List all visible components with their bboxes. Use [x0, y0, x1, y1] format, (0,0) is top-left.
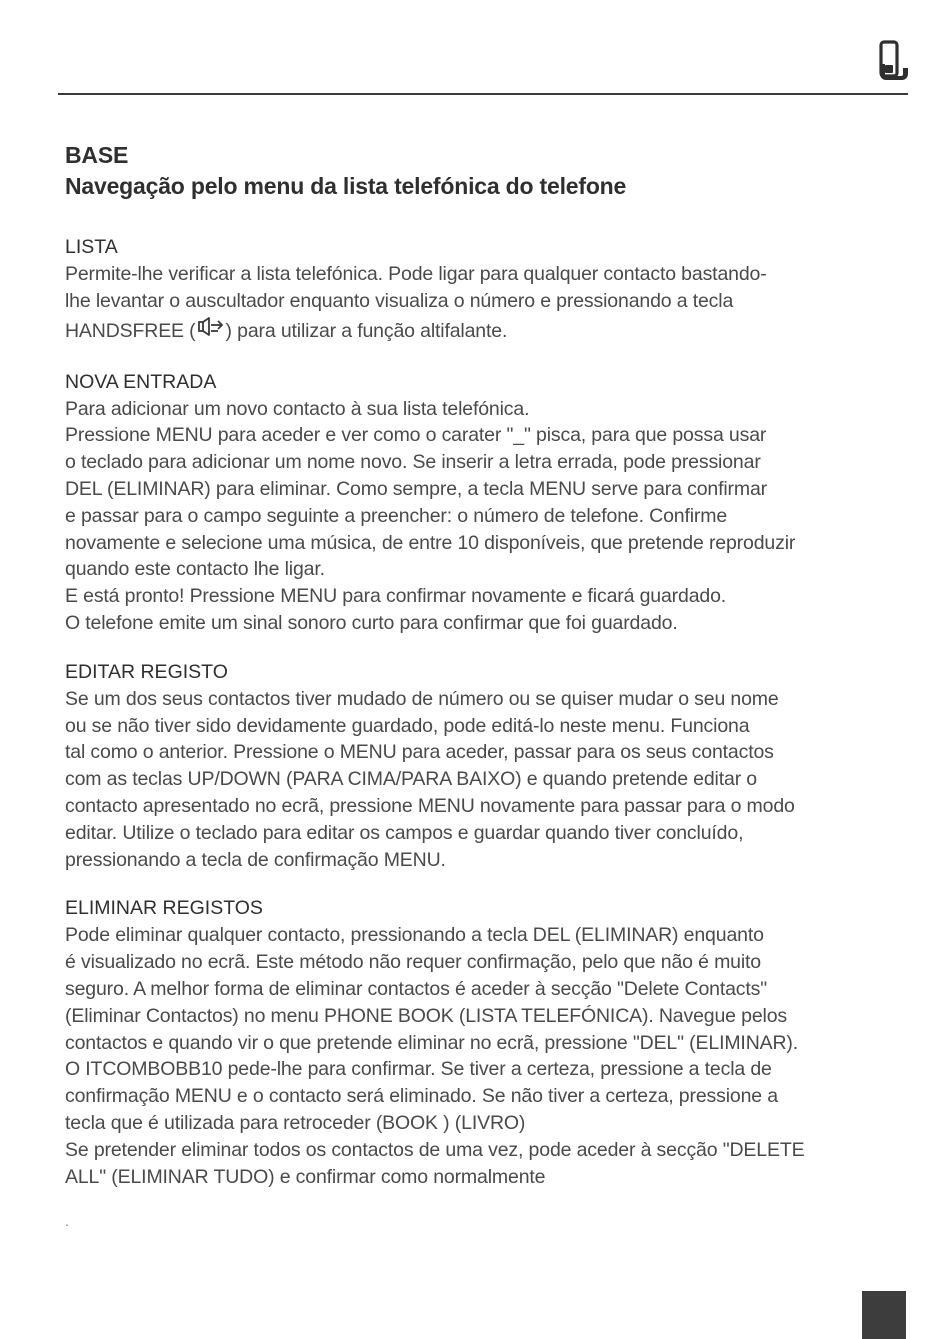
text-line-with-icon	[65, 315, 915, 347]
text-line: lhe levantar o auscultador enquanto visualiza o número e pressionando a tecla	[65, 289, 734, 312]
text-line: tal como o anterior. Pressione o MENU para aceder, passar para os seus contactos	[65, 741, 774, 764]
section-heading: ELIMINAR REGISTOS	[65, 897, 263, 920]
page-title: BASE	[65, 142, 129, 168]
text-line: E está pronto! Pressione MENU para confirmar novamente e ficará guardado.	[65, 585, 727, 608]
stray-mark: .	[65, 1213, 69, 1229]
text-line: DEL (ELIMINAR) para eliminar. Como sempre, a tecla MENU serve para confirmar	[65, 477, 768, 500]
text-fragment: HANDSFREE (	[65, 319, 196, 342]
text-line: é visualizado no ecrã. Este método não requer confirmação, pelo que não é muito	[65, 951, 761, 974]
section-lista	[65, 234, 915, 347]
text-line: contacto apresentado no ecrã, pressione MENU novamente para passar para o modo	[65, 794, 795, 817]
text-line: novamente e selecione uma música, de entre 10 disponíveis, que pretende reproduzir	[65, 531, 796, 554]
text-line: O ITCOMBOBB10 pede-lhe para confirmar. Se tiver a certeza, pressione a tecla de	[65, 1058, 772, 1081]
text-line: (Eliminar Contactos) no menu PHONE BOOK (LISTA TELEFÓNICA). Navegue pelos	[65, 1004, 788, 1027]
text-line: Se pretender eliminar todos os contactos de uma vez, pode aceder à secção "DELETE	[65, 1138, 805, 1161]
text-line: confirmação MENU e o contacto será eliminado. Se não tiver a certeza, pressione a	[65, 1085, 778, 1108]
text-line: Para adicionar um novo contacto à sua lista telefónica.	[65, 397, 530, 420]
header-divider	[58, 93, 908, 95]
text-line: e passar para o campo seguinte a preencher: o número de telefone. Confirme	[65, 504, 728, 527]
text-line: tecla que é utilizada para retroceder (BOOK ) (LIVRO)	[65, 1111, 526, 1134]
text-line: seguro. A melhor forma de eliminar contactos é aceder à secção "Delete Contacts"	[65, 977, 768, 1000]
text-line: quando este contacto lhe ligar.	[65, 558, 325, 581]
page-subtitle: Navegação pelo menu da lista telefónica do telefone	[65, 173, 627, 199]
section-heading: EDITAR REGISTO	[65, 660, 228, 683]
section-eliminar-registos	[65, 895, 915, 1190]
section-heading: NOVA ENTRADA	[65, 370, 217, 393]
section-editar-registo	[65, 659, 915, 874]
text-line: Pressione MENU para aceder e ver como o carater "_" pisca, para que possa usar	[65, 424, 767, 447]
section-nova-entrada	[65, 369, 915, 637]
text-line: ALL" (ELIMINAR TUDO) e confirmar como normalmente	[65, 1165, 546, 1188]
text-line: Permite-lhe verificar a lista telefónica. Pode ligar para qualquer contacto bastando-	[65, 263, 767, 285]
text-line: ou se não tiver sido devidamente guardado, pode editá-lo neste menu. Funciona	[65, 714, 750, 737]
handsfree-speaker-icon	[196, 316, 226, 340]
phone-handset-icon	[876, 38, 910, 84]
text-line: o teclado para adicionar um nome novo. Se inserir a letra errada, pode pressionar	[65, 451, 761, 474]
section-heading: LISTA	[65, 236, 118, 258]
text-line: O telefone emite um sinal sonoro curto para confirmar que foi guardado.	[65, 611, 678, 634]
text-line: pressionando a tecla de confirmação MENU.	[65, 848, 446, 871]
page-corner-tab	[862, 1291, 906, 1339]
text-fragment: ) para utilizar a função altifalante.	[225, 319, 508, 342]
text-line: editar. Utilize o teclado para editar os campos e guardar quando tiver concluído,	[65, 821, 744, 844]
text-line: Se um dos seus contactos tiver mudado de número ou se quiser mudar o seu nome	[65, 687, 779, 710]
text-line: com as teclas UP/DOWN (PARA CIMA/PARA BAIXO) e quando pretende editar o	[65, 768, 757, 791]
page-content	[65, 140, 915, 1190]
text-line: contactos e quando vir o que pretende eliminar no ecrã, pressione "DEL" (ELIMINAR).	[65, 1031, 799, 1054]
text-line: Pode eliminar qualquer contacto, pressionando a tecla DEL (ELIMINAR) enquanto	[65, 924, 764, 947]
